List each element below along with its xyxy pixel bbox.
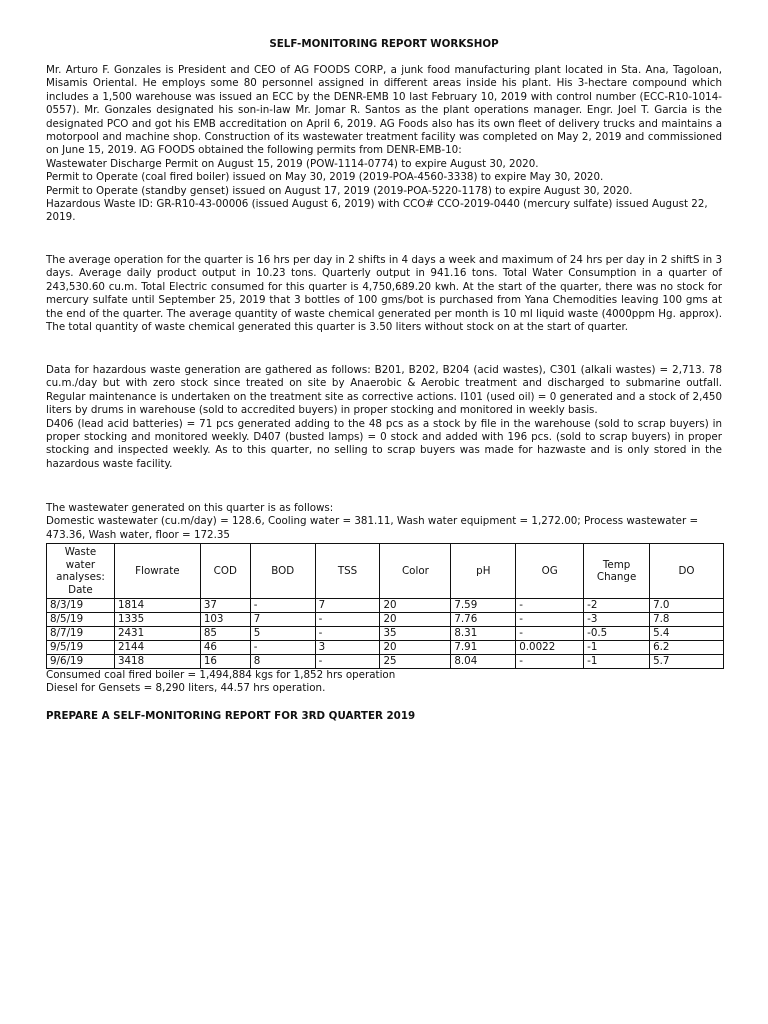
- table-header-row: [47, 544, 724, 599]
- table-cell: 6.2: [650, 641, 724, 655]
- wastewater-volumes: Domestic wastewater (cu.m/day) = 128.6, Cooling water = 381.11, Wash water equipment = 1,272.00; Process wastewater = 473.36, Wash water, floor = 172.35: [46, 515, 699, 541]
- table-cell: -3: [584, 613, 650, 627]
- table-cell: -: [250, 599, 315, 613]
- hazardous-waste-paragraph: Data for hazardous waste generation are gathered as follows: B201, B202, B204 (acid wastes), C301 (alkali wastes) = 2,713. 78 cu.m./day but with zero stock since treated on site by Anaerobic & Aerobic treatment and discharged to submarine outfall. Regular maintenance is undertaken on the treatment site as corrective actions. I101 (used oil) = 0 generated and a stock of 2,450 liters by drums in warehouse (sold to accredited buyers) in proper stocking and monitored in weekly basis.: [46, 364, 722, 417]
- table-cell: 35: [380, 627, 451, 641]
- table-cell: 5: [250, 627, 315, 641]
- permit-standby-genset: Permit to Operate (standby genset) issued on August 17, 2019 (2019-POA-5220-1178) to expire August 30, 2020.: [46, 184, 633, 197]
- table-cell: -: [516, 655, 584, 669]
- table-cell: -2: [584, 599, 650, 613]
- wastewater-intro: The wastewater generated on this quarter is as follows:: [46, 502, 334, 514]
- table-cell: 9/5/19: [47, 641, 115, 655]
- table-cell: 7: [315, 599, 380, 613]
- table-cell: -: [315, 655, 380, 669]
- table-cell: 3: [315, 641, 380, 655]
- table-cell: 8: [250, 655, 315, 669]
- table-cell: 8/7/19: [47, 627, 115, 641]
- header-date: Waste water analyses: Date: [47, 544, 115, 599]
- table-cell: 16: [200, 655, 250, 669]
- table-row: [47, 599, 724, 613]
- fuel-consumption-section: [46, 669, 722, 696]
- table-cell: -: [315, 613, 380, 627]
- diesel-consumption: Diesel for Gensets = 8,290 liters, 44.57 hrs operation.: [46, 682, 326, 695]
- table-cell: 103: [200, 613, 250, 627]
- permit-coal-boiler: Permit to Operate (coal fired boiler) issued on May 30, 2019 (2019-POA-4560-3338) to expire May 30, 2020.: [46, 171, 604, 184]
- coal-consumption: Consumed coal fired boiler = 1,494,884 kgs for 1,852 hrs operation: [46, 669, 396, 681]
- table-row: [47, 641, 724, 655]
- table-cell: -: [516, 599, 584, 613]
- table-row: [47, 655, 724, 669]
- document-title: SELF-MONITORING REPORT WORKSHOP: [269, 38, 499, 50]
- header-flowrate: Flowrate: [114, 544, 200, 599]
- header-og: OG: [516, 544, 584, 599]
- table-cell: 20: [380, 599, 451, 613]
- header-tss: TSS: [315, 544, 380, 599]
- table-cell: 85: [200, 627, 250, 641]
- table-cell: 25: [380, 655, 451, 669]
- table-cell: 7.0: [650, 599, 724, 613]
- table-cell: 5.7: [650, 655, 724, 669]
- table-cell: 8.31: [451, 627, 516, 641]
- table-cell: -0.5: [584, 627, 650, 641]
- table-cell: 2144: [114, 641, 200, 655]
- wastewater-section: [46, 502, 722, 542]
- table-cell: 7.91: [451, 641, 516, 655]
- table-cell: -: [250, 641, 315, 655]
- batteries-lamps-paragraph: D406 (lead acid batteries) = 71 pcs generated adding to the 48 pcs as a stock by file in the warehouse (sold to scrap buyers) in proper stocking and monitored weekly. D407 (busted lamps) = 0 stock and added with 196 pcs. (sold to scrap buyers) in proper stocking and inspected weekly. As to this quarter, no selling to scrap buyers was made for hazwaste and is only stored in the hazardous waste facility.: [46, 417, 722, 470]
- table-cell: 7.76: [451, 613, 516, 627]
- table-cell: 9/6/19: [47, 655, 115, 669]
- header-temp-change: Temp Change: [584, 544, 650, 599]
- header-cod: COD: [200, 544, 250, 599]
- wastewater-analysis-table: [46, 543, 724, 669]
- table-cell: 7.8: [650, 613, 724, 627]
- table-cell: 46: [200, 641, 250, 655]
- company-overview-paragraph: Mr. Arturo F. Gonzales is President and CEO of AG FOODS CORP, a junk food manufacturing plant located in Sta. Ana, Tagoloan, Misamis Oriental. He employs some 80 personnel assigned in different areas inside his plant. His 3-hectare compound which includes a 1,500 warehouse was issued an ECC by the DENR-EMB 10 last February 10, 2019 with control number (ECC-R10-1014-0557). Mr. Gonzales designated his son-in-law Mr. Jomar R. Santos as the plant operations manager. Engr. Joel T. Garcia is the designated PCO and got his EMB accreditation on April 6, 2019. AG Foods also has its own fleet of delivery trucks and maintains a motorpool and machine shop. Construction of its wastewater treatment facility was completed on May 2, 2019 and commissioned on June 15, 2019. AG FOODS obtained the following permits from DENR-EMB-10:: [46, 64, 722, 157]
- table-cell: 1814: [114, 599, 200, 613]
- table-cell: 8/5/19: [47, 613, 115, 627]
- operations-paragraph: The average operation for the quarter is 16 hrs per day in 2 shifts in 4 days a week and maximum of 24 hrs per day in 2 shiftS in 3 days. Average daily product output in 10.23 tons. Quarterly output in 941.16 tons. Total Water Consumption in a quarter of 243,530.60 cu.m. Total Electric consumed for this quarter is 4,750,689.20 kwh. At the start of the quarter, there was no stock for mercury sulfate until September 25, 2019 that 3 bottles of 100 gms/bot is purchased from Yana Chemodities leaving 100 gms at the end of the quarter. The average quantity of waste chemical generated per month is 10 ml liquid waste (4000ppm Hg. approx). The total quantity of waste chemical generated this quarter is 3.50 liters without stock on at the start of quarter.: [46, 254, 722, 334]
- table-cell: 37: [200, 599, 250, 613]
- table-cell: 7.59: [451, 599, 516, 613]
- header-ph: pH: [451, 544, 516, 599]
- table-cell: -: [315, 627, 380, 641]
- table-cell: 20: [380, 613, 451, 627]
- table-cell: 1335: [114, 613, 200, 627]
- table-cell: 7: [250, 613, 315, 627]
- table-cell: 0.0022: [516, 641, 584, 655]
- table-cell: -: [516, 627, 584, 641]
- closing-instruction: PREPARE A SELF-MONITORING REPORT FOR 3RD QUARTER 2019: [46, 710, 416, 722]
- hazardous-waste-id: Hazardous Waste ID: GR-R10-43-00006 (issued August 6, 2019) with CCO# CCO-2019-0440 (mercury sulfate) issued August 22, 2019.: [46, 198, 708, 224]
- header-do: DO: [650, 544, 724, 599]
- header-color: Color: [380, 544, 451, 599]
- table-cell: -1: [584, 641, 650, 655]
- table-cell: 2431: [114, 627, 200, 641]
- table-row: [47, 613, 724, 627]
- table-cell: -: [516, 613, 584, 627]
- hazardous-waste-section: [46, 364, 722, 471]
- table-cell: 8.04: [451, 655, 516, 669]
- table-row: [47, 627, 724, 641]
- company-overview-section: [46, 64, 722, 225]
- table-cell: 3418: [114, 655, 200, 669]
- table-cell: 20: [380, 641, 451, 655]
- permit-wastewater-discharge: Wastewater Discharge Permit on August 15, 2019 (POW-1114-0774) to expire August 30, 2020.: [46, 157, 539, 170]
- table-cell: 8/3/19: [47, 599, 115, 613]
- table-cell: 5.4: [650, 627, 724, 641]
- table-cell: -1: [584, 655, 650, 669]
- header-bod: BOD: [250, 544, 315, 599]
